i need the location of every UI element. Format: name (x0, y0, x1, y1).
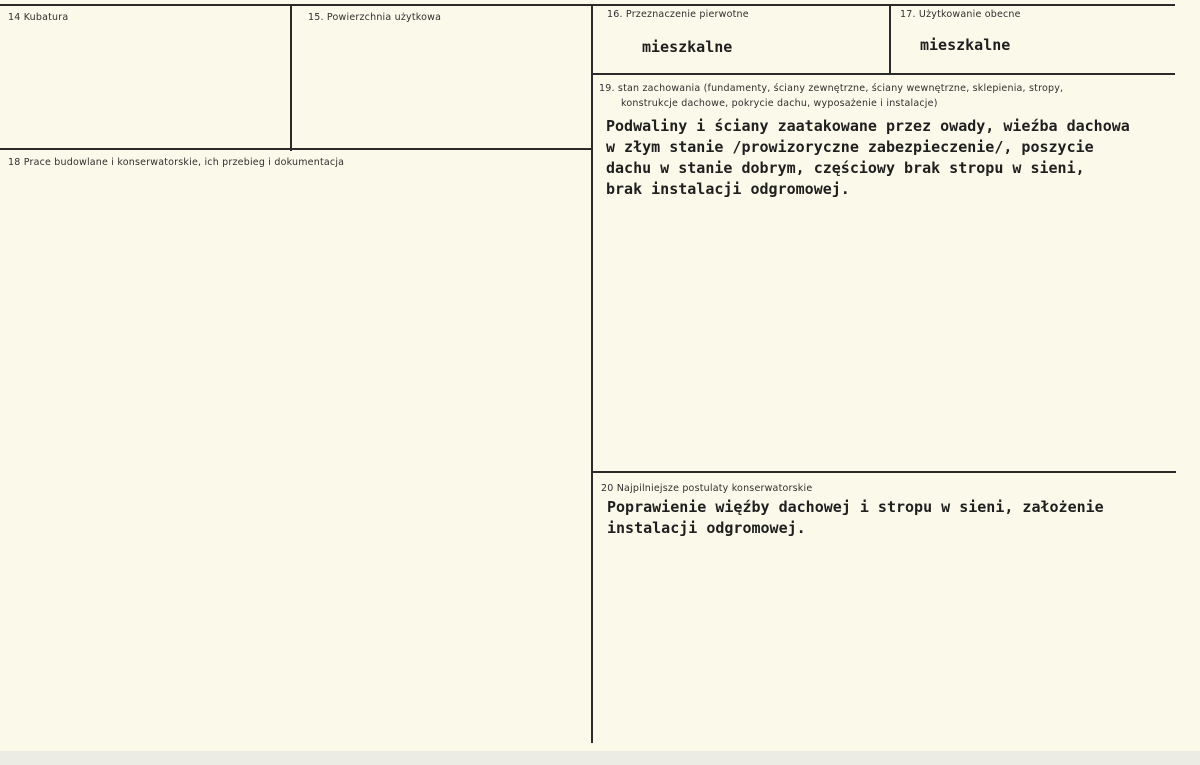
field-18-label: 18 Prace budowlane i konserwatorskie, ich przebieg i dokumentacja (8, 157, 345, 168)
field-19-label-line2: konstrukcje dachowe, pokrycie dachu, wyposażenie i instalacje) (621, 98, 938, 109)
field-19-text-line: Podwaliny i ściany zaatakowane przez owady, wieźba dachowa (606, 117, 1130, 135)
field-14-label: 14 Kubatura (8, 12, 69, 23)
divider-14-15 (290, 5, 292, 151)
divider-19-20 (592, 471, 1176, 473)
card-bottom-edge (0, 751, 1200, 765)
field-20-text-line: instalacji odgromowej. (607, 519, 806, 537)
field-17-value: mieszkalne (920, 36, 1011, 54)
field-16-label: 16. Przeznaczenie pierwotne (607, 9, 749, 20)
divider-16-17 (889, 5, 891, 75)
field-19-label-line1: 19. stan zachowania (fundamenty, ściany zewnętrzne, ściany wewnętrzne, sklepienia, stropy, (599, 83, 1064, 94)
top-border (0, 4, 1175, 6)
field-16-value: mieszkalne (642, 38, 733, 56)
field-20-text-line: Poprawienie więźby dachowej i stropu w sieni, założenie (607, 498, 1104, 516)
field-19-text-line: w złym stanie /prowizoryczne zabezpieczenie/, poszycie (606, 138, 1094, 156)
divider-row1-right (592, 73, 1175, 75)
field-15-label: 15. Powierzchnia użytkowa (308, 12, 442, 23)
field-19-text-line: dachu w stanie dobrym, częściowy brak stropu w sieni, (606, 159, 1085, 177)
field-19-text-line: brak instalacji odgromowej. (606, 180, 850, 198)
divider-left-right (591, 5, 593, 743)
divider-row1-left (0, 148, 592, 150)
field-17-label: 17. Użytkowanie obecne (900, 9, 1021, 20)
field-20-label: 20 Najpilniejsze postulaty konserwatorskie (601, 483, 813, 494)
